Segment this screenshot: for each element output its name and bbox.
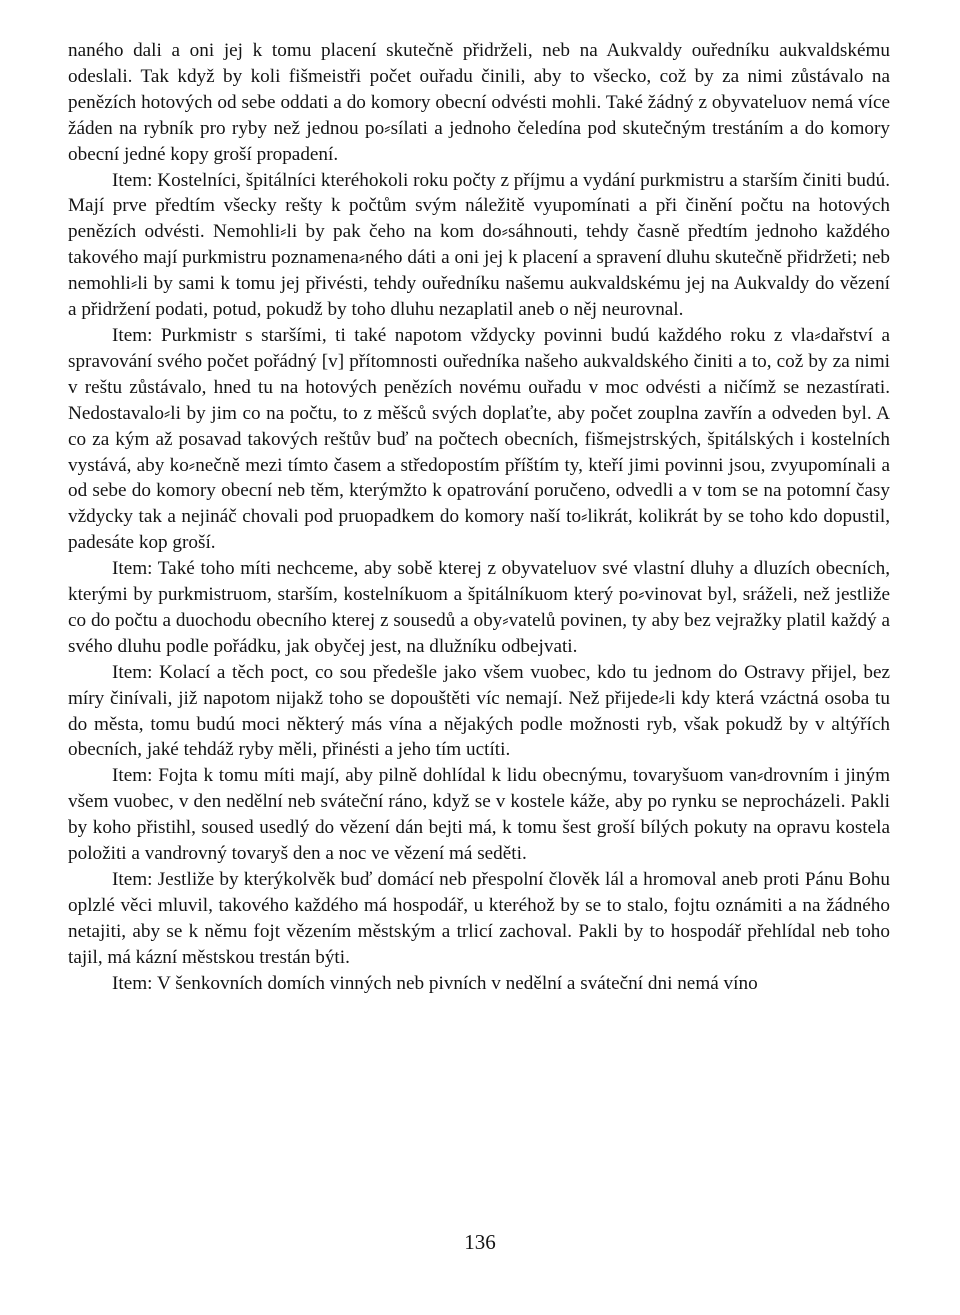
page-number: 136 bbox=[464, 1230, 496, 1254]
paragraph-3: Item: Purkmistr s staršími, ti také napotom vždycky povinni budú každého roku z vla⸗dařství a spravování svého počet pořádný [v] přítomnosti ouředníka našeho aukvaldského činiti a to, což by za nimi v reštu zůstávalo, hned tu na hotových penězích novému ouřadu v moc odvésti a ničímž se nezastírati. Nedostavalo⸗li by jim co na počtu, to z měšců svých doplaťte, aby počet zouplna zavřín a odveden byl. A co za kým až posavad takových reštův buď na počtech obecních, fišmejstrských, špitálských i kostelních vystává, aby ko⸗nečně mezi tímto časem a středopostím příštím ty, kteří jimi povinni jsou, zvyupomínali a od sebe do komory obecní neb těm, kterýmžto k opatrování poručeno, odvedli a v tom se na potomní časy vždycky tak a nejináč chovali pod pruopadkem do komory naší to⸗likrát, kolikrát by se toho kdo dopustil, padesáte kop groší. bbox=[68, 324, 890, 554]
paragraph-4: Item: Také toho míti nechceme, aby sobě kterej z obyvateluov své vlastní dluhy a dluzích obecních, kterými by purkmistruom, starším, kostelníkuom a špitálníkuom který po⸗vinovat byl, sráželi, než jestliže co do počtu a duochodu obecního kterej z sousedů a oby⸗vatelů povinen, ty aby bez vejražky platil každý a svého dluhu podle pořádku, jak obyčej jest, na dlužníku odbejvati. bbox=[68, 558, 890, 657]
paragraph-2: Item: Kostelníci, špitálníci kteréhokoli roku počty z příjmu a vydání purkmistru a starším činiti budú. Mají prve předtím všecky rešty k počtům svým náležitě vyupomínati a při činění počtu na hotových penězích odvésti. Nemohli⸗li by pak čeho na kom do⸗sáhnouti, tehdy časně předtím jednoho každého takového mají purkmistru poznamena⸗ného dáti a oni jej k placení a spravení dluhu skutečně přidržeti; neb nemohli⸗li by sami k tomu jej přivésti, tehdy ouředníku našemu aukvaldskému jej na Aukvaldy do vězení a přidržení podati, potud, pokudž by toho dluhu nezaplatil aneb o něj neurovnal. bbox=[68, 169, 891, 321]
paragraph-6: Item: Fojta k tomu míti mají, aby pilně dohlídal k lidu obecnýmu, tovaryšuom van⸗drovním i jiným všem vuobec, v den nedělní neb sváteční ráno, když se v kostele káže, aby po rynku se neprocházeli. Pakli by koho přistihl, soused usedlý do vězení dán bejti má, k tomu šest groší bílých pokuty na opravu kostela položiti a vandrovný tovaryš den a noc ve vězení má seděti. bbox=[68, 765, 890, 865]
paragraph-1: naného dali a oni jej k tomu placení skutečně přidrželi, neb na Aukvaldy ouředníku aukvaldskému odeslali. Tak když by koli fišmeistři počet ouřadu činili, aby to všecko, což by za nimi zůstávalo na penězích hotových od sebe oddati a do komory obecní odvésti mohli. Také žádný z obyvateluov nemá více žáden na rybník pro ryby než jednou po⸗sílati a jednoho čeledína pod skutečným trestáním a do komory obecní jedné kopy groší propadení. bbox=[68, 40, 890, 165]
paragraph-7: Item: Jestliže by kterýkolvěk buď domácí neb přespolní člověk lál a hromoval aneb proti Pánu Bohu oplzlé věci mluvil, takového každého má hospodář, u kteréhož by se to stalo, fojtu oznámiti a na žádného netajiti, aby se k němu fojt vězením městským a trlicí zachoval. Pakli by to hospodář přehlídal neb toho tajil, má kázní městskou trestán býti. bbox=[68, 869, 890, 968]
document-body bbox=[68, 38, 890, 997]
paragraph-8: Item: V šenkovních domích vinných neb pivních v nedělní a sváteční dni nemá víno bbox=[112, 972, 758, 994]
paragraph-5: Item: Kolací a těch poct, co sou předešle jako všem vuobec, kdo tu jednom do Ostravy přijel, bez míry činívali, již napotom nijakž toho se dopouštěti víc nemají. Než přijede⸗li kdy která vzáctná osoba tu do města, tomu budú moci některý más vína a nějakých podle možnosti ryb, však pokudž by v altýřích obecních, jaké tehdáž ryby měli, přinésti a jeho tím uctíti. bbox=[68, 661, 890, 761]
